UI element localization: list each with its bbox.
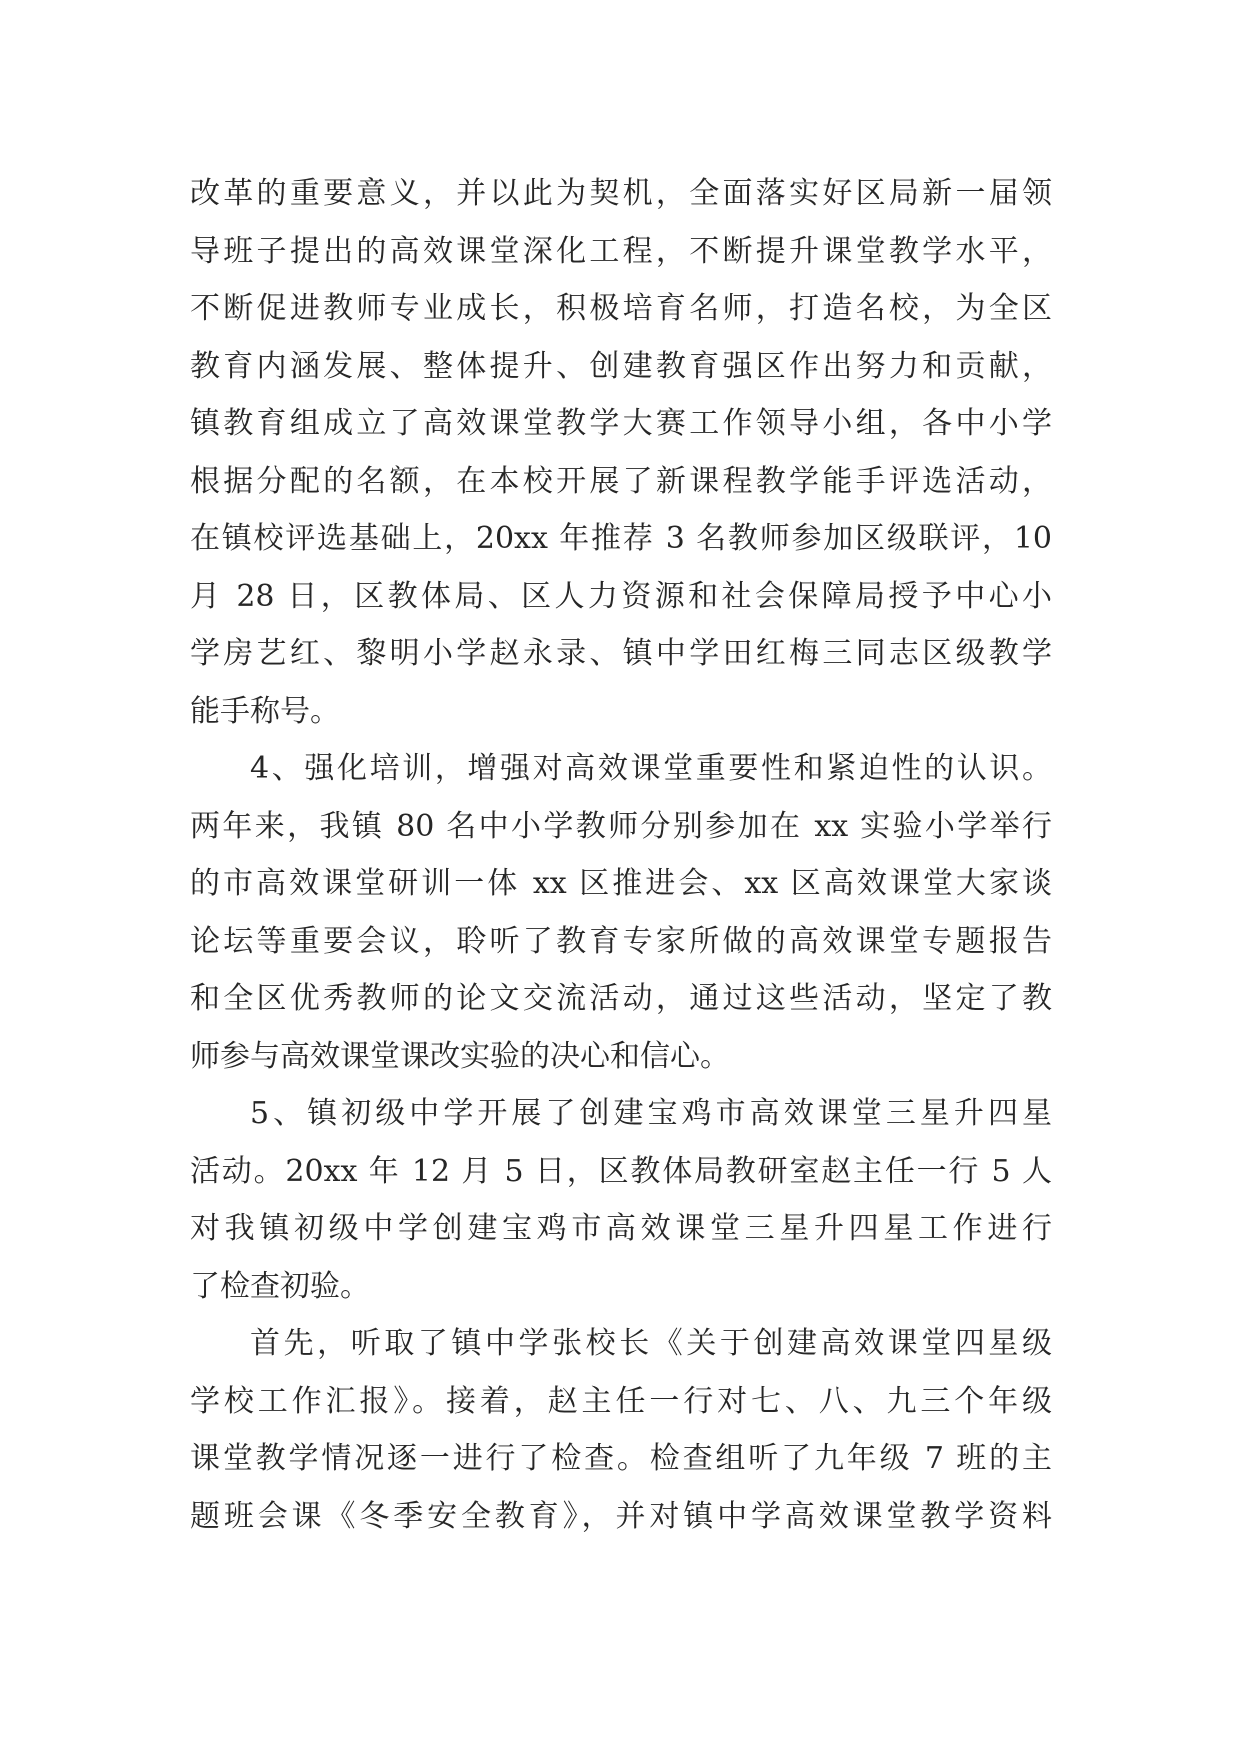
- text-line: 4、强化培训，增强对高效课堂重要性和紧迫性的认识。: [250, 751, 1052, 786]
- text-line: 两年来，我镇 80 名中小学教师分别参加在 xx 实验小学举行: [190, 808, 1052, 844]
- text-line: 改革的重要意义，并以此为契机，全面落实好区局新一届领: [190, 176, 1052, 211]
- text-line: 月 28 日，区教体局、区人力资源和社会保障局授予中心小: [190, 578, 1052, 614]
- document-body: [190, 165, 1052, 1545]
- text-line: 对我镇初级中学创建宝鸡市高效课堂三星升四星工作进行: [190, 1211, 1052, 1246]
- text-line: 师参与高效课堂课改实验的决心和信心。: [190, 1038, 730, 1074]
- text-line: 教育内涵发展、整体提升、创建教育强区作出努力和贡献，: [190, 348, 1052, 384]
- text-line: 课堂教学情况逐一进行了检查。检查组听了九年级 7 班的主: [190, 1441, 1052, 1476]
- text-line: 导班子提出的高效课堂深化工程，不断提升课堂教学水平，: [190, 233, 1052, 269]
- text-line: 活动。20xx 年 12 月 5 日，区教体局教研室赵主任一行 5 人: [190, 1153, 1052, 1189]
- text-line: 不断促进教师专业成长，积极培育名师，打造名校，为全区: [190, 291, 1052, 326]
- text-line: 论坛等重要会议，聆听了教育专家所做的高效课堂专题报告: [190, 923, 1052, 959]
- text-line: 学校工作汇报》。接着，赵主任一行对七、八、九三个年级: [190, 1383, 1052, 1419]
- text-line: 的市高效课堂研训一体 xx 区推进会、xx 区高效课堂大家谈: [190, 866, 1052, 901]
- text-line: 题班会课《冬季安全教育》，并对镇中学高效课堂教学资料: [190, 1498, 1052, 1534]
- text-line: 在镇校评选基础上，20xx 年推荐 3 名教师参加区级联评，10: [190, 521, 1052, 556]
- text-line: 首先，听取了镇中学张校长《关于创建高效课堂四星级: [250, 1326, 1052, 1361]
- text-line: 和全区优秀教师的论文交流活动，通过这些活动，坚定了教: [190, 981, 1052, 1016]
- text-line: 5、镇初级中学开展了创建宝鸡市高效课堂三星升四星: [250, 1096, 1052, 1131]
- text-line: 了检查初验。: [190, 1268, 370, 1304]
- text-line: 镇教育组成立了高效课堂教学大赛工作领导小组，各中小学: [190, 406, 1052, 441]
- text-line: 学房艺红、黎明小学赵永录、镇中学田红梅三同志区级教学: [190, 636, 1052, 671]
- text-line: 能手称号。: [190, 693, 340, 729]
- text-line: 根据分配的名额，在本校开展了新课程教学能手评选活动，: [190, 463, 1052, 499]
